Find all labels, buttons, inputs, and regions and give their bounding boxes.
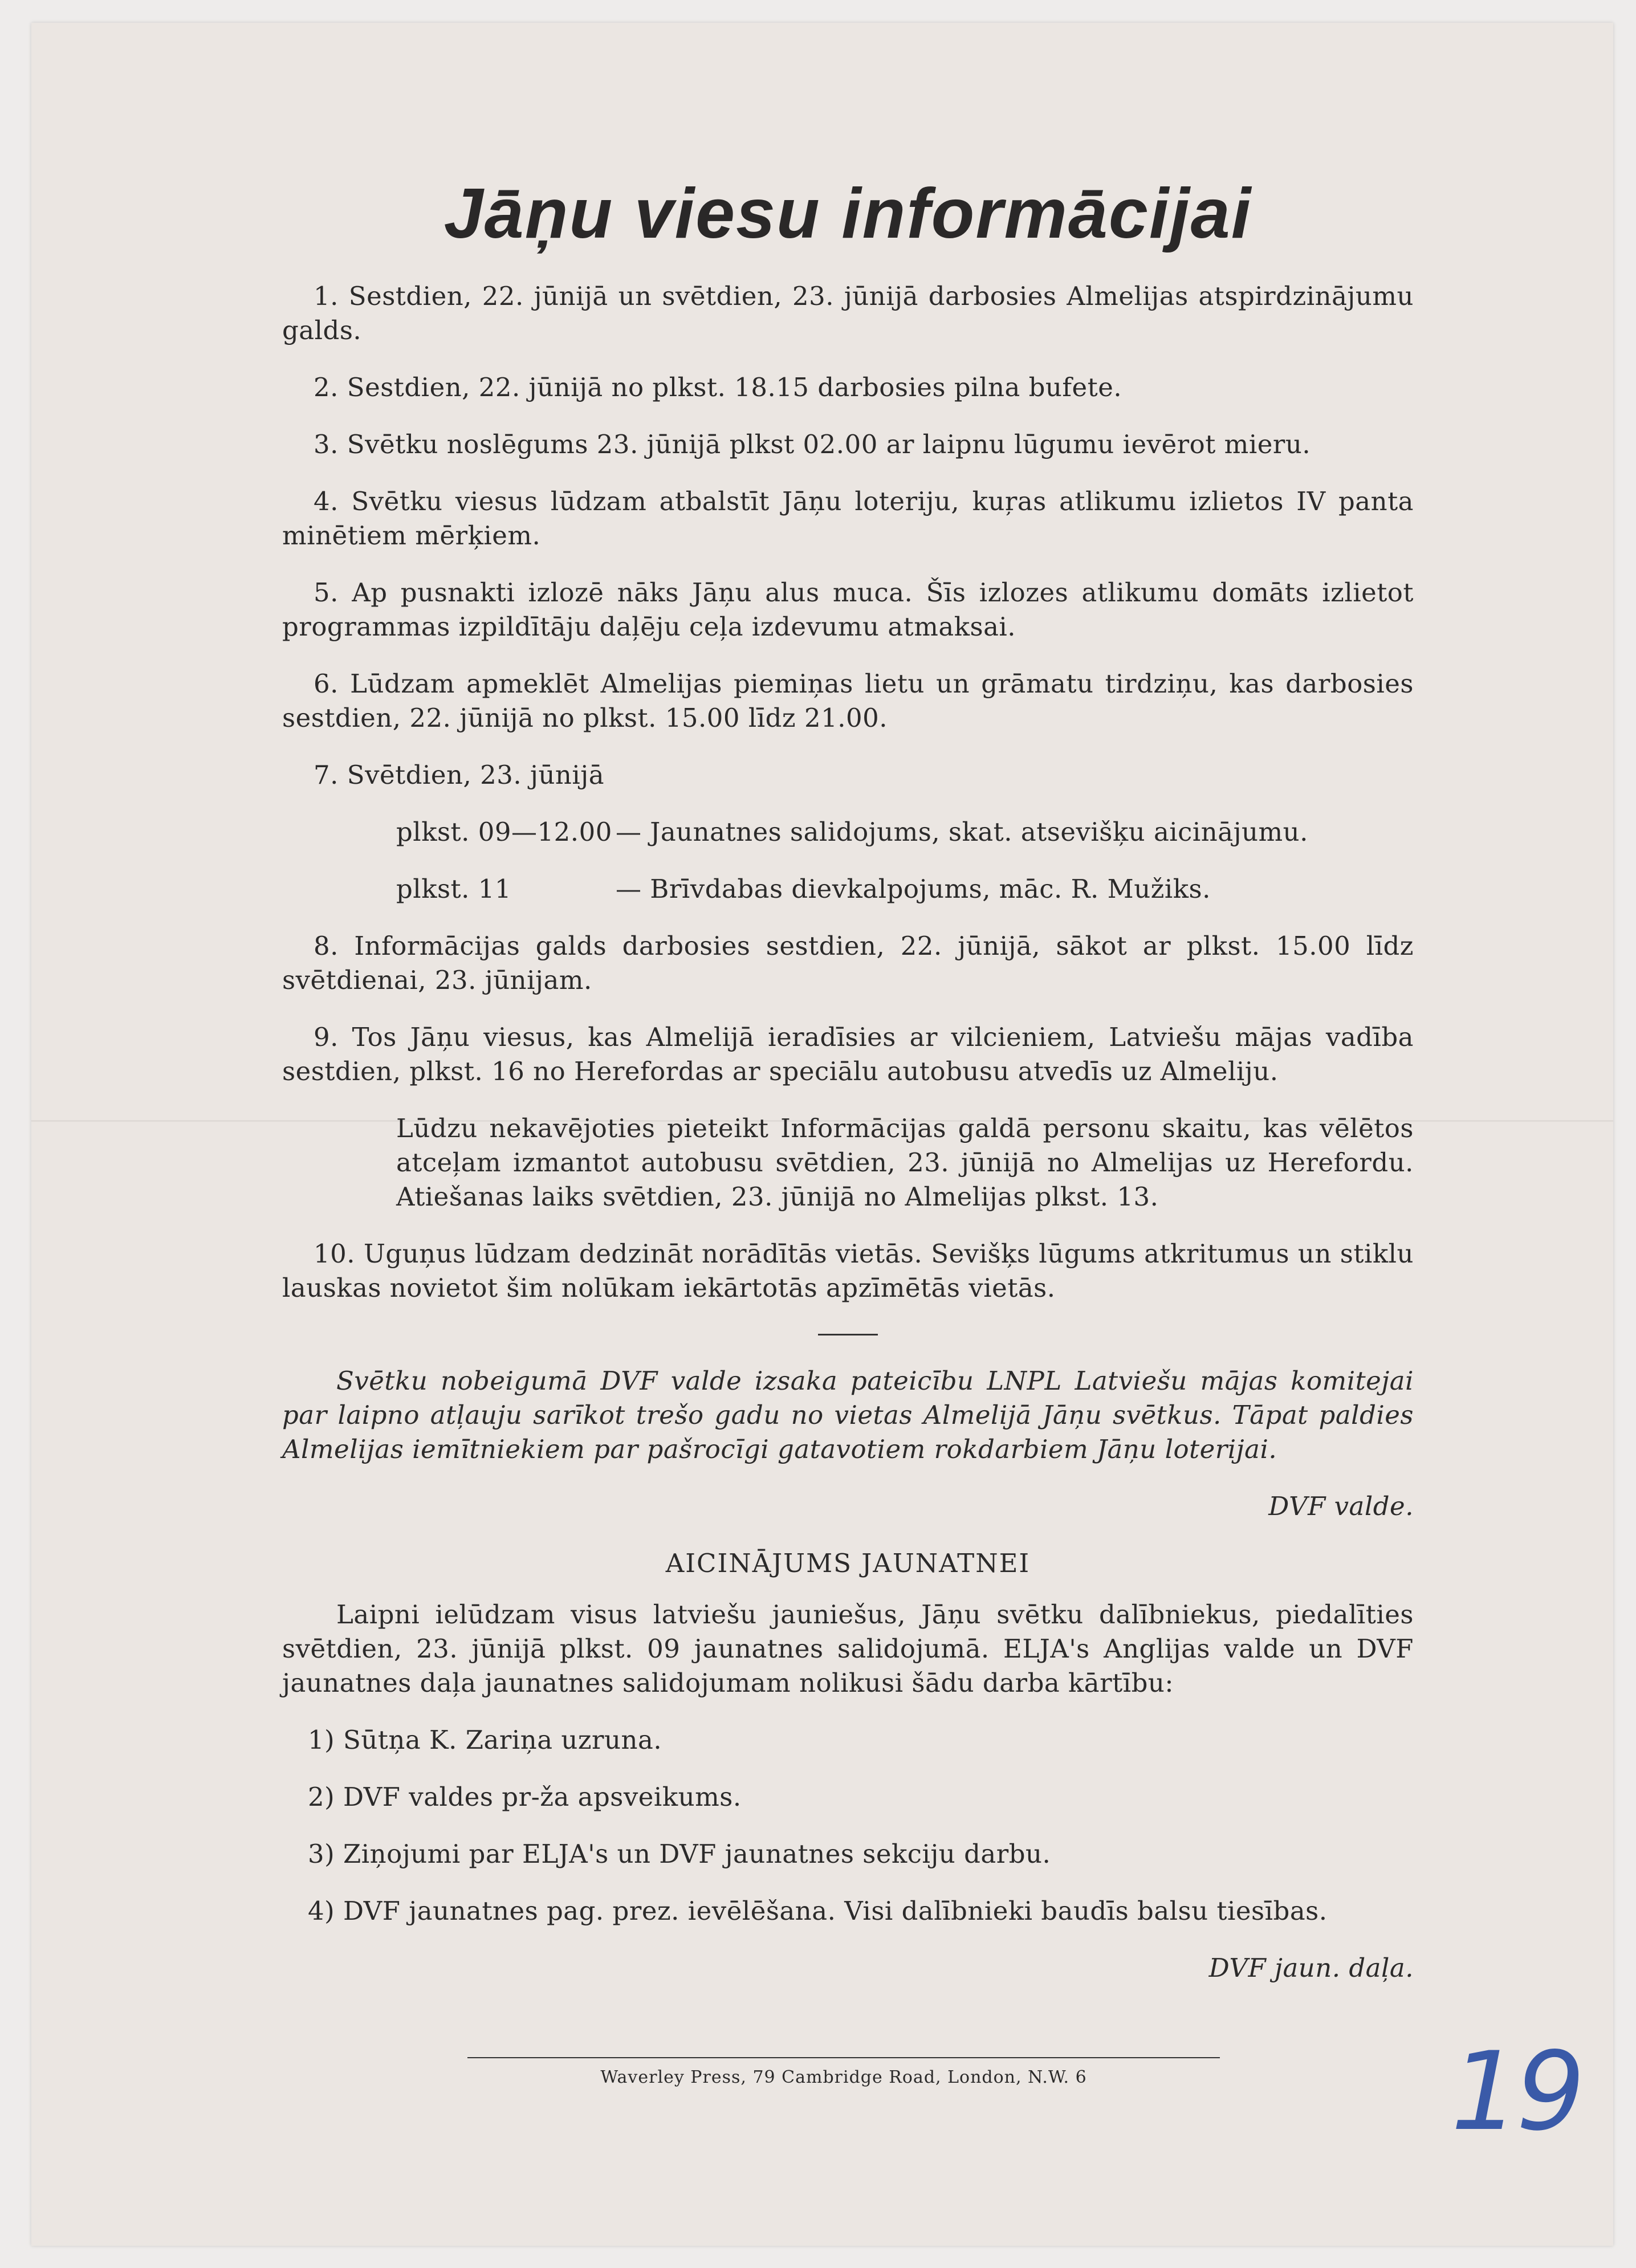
schedule-time: plkst. 09—12.00: [396, 817, 612, 847]
agenda-item: 1) Sūtņa K. Zariņa uzruna.: [308, 1725, 662, 1755]
agenda-item: 2) DVF valdes pr-ža apsveikums.: [308, 1782, 742, 1812]
printer-imprint: Waverley Press, 79 Cambridge Road, London, N.W. 6: [600, 2067, 1087, 2087]
bus-note: Lūdzu nekavējoties pieteikt Informācijas galdā personu skaitu, kas vēlētos atceļam izmantot autobusu svētdien, 23. jūnijā no Almelijas uz Herefordu. Atiešanas laiks svētdien, 23. jūnijā no Almelijas plkst. 13.: [396, 1113, 1414, 1212]
info-item: 10. Uguņus lūdzam dedzināt norādītās vietās. Sevišķs lūgums atkritumus un stiklu lauskas novietot šim nolūkam iekārtotās apzīmētās vietās.: [282, 1239, 1414, 1303]
info-item: 1. Sestdien, 22. jūnijā un svētdien, 23. jūnijā darbosies Almelijas atspirdzinājumu galds.: [282, 281, 1414, 345]
thanks-signature: DVF valde.: [1268, 1491, 1414, 1521]
info-item: 3. Svētku noslēgums 23. jūnijā plkst 02.00 ar laipnu lūgumu ievērot mieru.: [314, 429, 1311, 459]
footer-rule: [467, 2057, 1220, 2058]
document-content: [282, 171, 1414, 2008]
info-item: 7. Svētdien, 23. jūnijā: [314, 760, 605, 790]
schedule-row: [282, 872, 1414, 906]
info-item: 6. Lūdzam apmeklēt Almelijas piemiņas lietu un grāmatu tirdziņu, kas darbosies sestdien, 22. jūnijā no plkst. 15.00 līdz 21.00.: [282, 669, 1414, 733]
info-item: 4. Svētku viesus lūdzam atbalstīt Jāņu loteriju, kuŗas atlikumu izlietos IV panta minētiem mērķiem.: [282, 486, 1414, 551]
agenda-item: 4) DVF jaunatnes pag. prez. ievēlēšana. Visi dalībnieki baudīs balsu tiesības.: [308, 1896, 1328, 1926]
schedule-event: — Brīvdabas dievkalpojums, māc. R. Mužiks.: [616, 874, 1211, 904]
youth-intro: Laipni ielūdzam visus latviešu jauniešus, Jāņu svētku dalībniekus, piedalīties svētdien, 23. jūnijā plkst. 09 jaunatnes salidojumā. ELJA's Anglijas valde un DVF jaunatnes daļa jaunatnes salidojumam nolikusi šādu darba kārtību:: [282, 1599, 1414, 1698]
thanks-paragraph: Svētku nobeigumā DVF valde izsaka pateicību LNPL Latviešu mājas komitejai par laipno atļauju sarīkot trešo gadu no vietas Almelijā Jāņu svētkus. Tāpat paldies Almelijas iemītniekiem par pašrocīgi gatavotiem rokdarbiem Jāņu loterijai.: [282, 1366, 1414, 1464]
youth-signature: DVF jaun. daļa.: [1208, 1953, 1414, 1983]
agenda-item: 3) Ziņojumi par ELJA's un DVF jaunatnes sekciju darbu.: [308, 1839, 1051, 1869]
youth-heading: AICINĀJUMS JAUNATNEI: [665, 1548, 1031, 1578]
section-divider: [818, 1334, 878, 1335]
info-item: 9. Tos Jāņu viesus, kas Almelijā ieradīsies ar vilcieniem, Latviešu mājas vadība sestdien, plkst. 16 no Herefordas ar speciālu autobusu atvedīs uz Almeliju.: [282, 1022, 1414, 1086]
page-title: Jāņu viesu informācijai: [443, 174, 1252, 253]
info-item: 2. Sestdien, 22. jūnijā no plkst. 18.15 darbosies pilna bufete.: [314, 372, 1122, 402]
info-item: 8. Informācijas galds darbosies sestdien, 22. jūnijā, sākot ar plkst. 15.00 līdz svētdienai, 23. jūnijam.: [282, 931, 1414, 995]
handwritten-page-number: 19: [1451, 2029, 1582, 2155]
schedule-row: [282, 815, 1414, 849]
schedule-event: — Jaunatnes salidojums, skat. atsevišķu aicinājumu.: [616, 817, 1308, 847]
schedule-time: plkst. 11: [396, 874, 512, 904]
info-item: 5. Ap pusnakti izlozē nāks Jāņu alus muca. Šīs izlozes atlikumu domāts izlietot programmas izpildītāju daļēju ceļa izdevumu atmaksai.: [282, 577, 1414, 642]
